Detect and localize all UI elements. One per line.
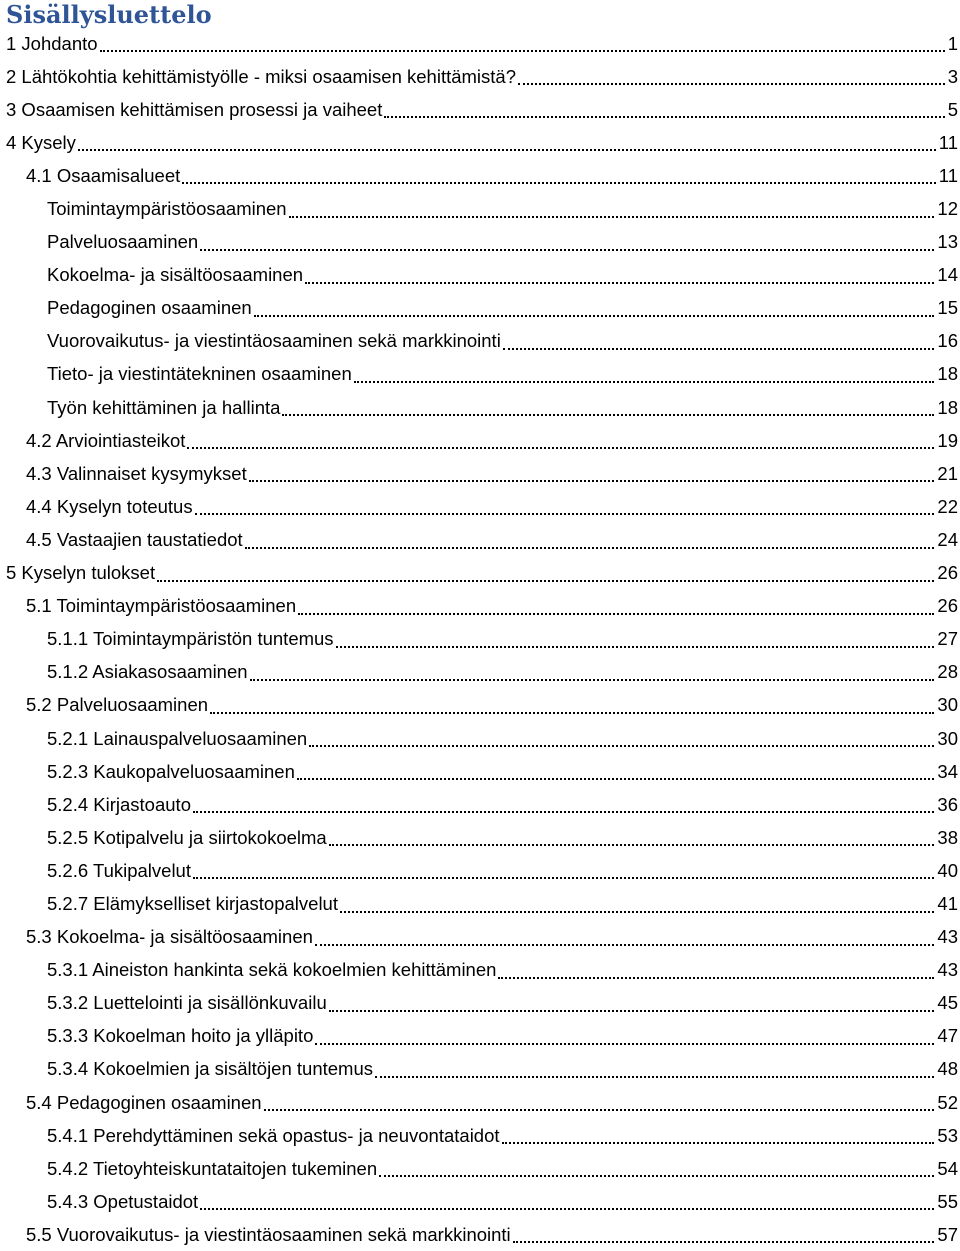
dot-leader <box>200 1208 934 1210</box>
toc-entry-label: 5.3.3 Kokoelman hoito ja ylläpito <box>47 1025 314 1047</box>
toc-entry[interactable] <box>6 1020 960 1053</box>
toc-list <box>6 27 960 1251</box>
toc-title: Sisällysluettelo <box>6 0 212 29</box>
toc-entry[interactable] <box>6 259 960 292</box>
toc-entry[interactable] <box>6 60 960 93</box>
toc-entry[interactable] <box>6 755 960 788</box>
toc-entry-page-number: 30 <box>934 728 958 750</box>
toc-entry[interactable] <box>6 490 960 523</box>
dot-leader <box>502 1142 935 1144</box>
toc-entry-page-number: 22 <box>934 496 958 518</box>
toc-entry-label: 5.1.1 Toimintaympäristön tuntemus <box>47 628 334 650</box>
dot-leader <box>100 50 945 52</box>
dot-leader <box>297 778 935 780</box>
toc-entry-page-number: 30 <box>934 694 958 716</box>
toc-entry-page-number: 26 <box>934 562 958 584</box>
toc-entry-label: 5.4.3 Opetustaidot <box>47 1190 199 1212</box>
toc-entry[interactable] <box>6 126 960 159</box>
dot-leader <box>379 1175 934 1177</box>
dot-leader <box>193 811 934 813</box>
toc-entry-label: 5 Kyselyn tulokset <box>6 562 156 584</box>
toc-entry[interactable] <box>6 1152 960 1185</box>
toc-entry[interactable] <box>6 887 960 920</box>
toc-entry-label: 4.5 Vastaajien taustatiedot <box>26 528 243 550</box>
dot-leader <box>264 1109 935 1111</box>
dot-leader <box>187 447 934 449</box>
toc-entry-page-number: 1 <box>945 33 958 55</box>
toc-entry-label: 2 Lähtökohtia kehittämistyölle - miksi osaamisen kehittämistä? <box>6 65 517 87</box>
toc-entry[interactable] <box>6 159 960 192</box>
toc-entry-page-number: 14 <box>934 264 958 286</box>
toc-entry-page-number: 19 <box>934 430 958 452</box>
toc-entry[interactable] <box>6 821 960 854</box>
toc-entry-page-number: 11 <box>936 165 958 187</box>
toc-entry-page-number: 12 <box>934 198 958 220</box>
toc-entry-label: 5.2.3 Kaukopalveluosaaminen <box>47 760 295 782</box>
dot-leader <box>340 911 934 913</box>
toc-entry[interactable] <box>6 623 960 656</box>
dot-leader <box>503 348 935 350</box>
toc-entry-label: Työn kehittäminen ja hallinta <box>47 396 281 418</box>
toc-entry-page-number: 11 <box>936 132 958 154</box>
toc-entry-page-number: 13 <box>934 231 958 253</box>
toc-entry-page-number: 53 <box>934 1125 958 1147</box>
toc-entry-label: 1 Johdanto <box>6 32 98 54</box>
dot-leader <box>315 1043 934 1045</box>
dot-leader <box>254 315 935 317</box>
toc-entry-page-number: 43 <box>934 959 958 981</box>
toc-entry-page-number: 55 <box>934 1191 958 1213</box>
toc-entry[interactable] <box>6 1218 960 1251</box>
dot-leader <box>329 844 935 846</box>
toc-entry-page-number: 40 <box>934 860 958 882</box>
toc-entry[interactable] <box>6 325 960 358</box>
toc-entry[interactable] <box>6 292 960 325</box>
dot-leader <box>329 1010 935 1012</box>
toc-entry-label: Vuorovaikutus- ja viestintäosaaminen sekä markkinointi <box>47 330 501 352</box>
toc-entry-label: Toimintaympäristöosaaminen <box>47 198 287 220</box>
toc-entry-page-number: 3 <box>945 66 958 88</box>
toc-entry[interactable] <box>6 358 960 391</box>
dot-leader <box>78 149 936 151</box>
toc-entry-page-number: 26 <box>934 595 958 617</box>
toc-entry-label: 5.2 Palveluosaaminen <box>26 694 209 716</box>
toc-entry-label: 5.2.1 Lainauspalveluosaaminen <box>47 727 308 749</box>
dot-leader <box>210 712 934 714</box>
toc-entry-page-number: 18 <box>934 363 958 385</box>
toc-entry-label: Pedagoginen osaaminen <box>47 297 252 319</box>
toc-entry-page-number: 28 <box>934 661 958 683</box>
toc-entry-page-number: 24 <box>934 529 958 551</box>
toc-entry-page-number: 52 <box>934 1092 958 1114</box>
toc-entry-label: 5.3.4 Kokoelmien ja sisältöjen tuntemus <box>47 1058 373 1080</box>
dot-leader <box>498 977 934 979</box>
dot-leader <box>513 1241 935 1243</box>
toc-entry[interactable] <box>6 27 960 60</box>
toc-entry[interactable] <box>6 226 960 259</box>
toc-entry-page-number: 36 <box>934 794 958 816</box>
toc-entry-page-number: 16 <box>934 330 958 352</box>
dot-leader <box>298 613 934 615</box>
toc-entry[interactable] <box>6 93 960 126</box>
toc-entry-page-number: 38 <box>934 827 958 849</box>
toc-entry[interactable] <box>6 854 960 887</box>
toc-entry-label: 5.2.6 Tukipalvelut <box>47 859 191 881</box>
dot-leader <box>354 381 935 383</box>
toc-entry[interactable] <box>6 722 960 755</box>
toc-entry-page-number: 47 <box>934 1025 958 1047</box>
dot-leader <box>250 679 935 681</box>
toc-entry-page-number: 15 <box>934 297 958 319</box>
dot-leader <box>518 83 945 85</box>
toc-entry-label: 4.1 Osaamisalueet <box>26 164 181 186</box>
toc-entry-label: 4 Kysely <box>6 131 76 153</box>
toc-entry-label: Tieto- ja viestintätekninen osaaminen <box>47 363 352 385</box>
toc-entry[interactable] <box>6 457 960 490</box>
toc-entry[interactable] <box>6 391 960 424</box>
toc-entry[interactable] <box>6 656 960 689</box>
toc-entry[interactable] <box>6 1053 960 1086</box>
dot-leader <box>249 480 935 482</box>
dot-leader <box>193 877 934 879</box>
toc-entry-label: 5.2.4 Kirjastoauto <box>47 793 191 815</box>
dot-leader <box>245 547 935 549</box>
toc-entry-label: 4.4 Kyselyn toteutus <box>26 495 193 517</box>
toc-entry-page-number: 57 <box>934 1224 958 1246</box>
toc-entry-label: Kokoelma- ja sisältöosaaminen <box>47 264 304 286</box>
dot-leader <box>182 182 936 184</box>
toc-entry-label: Palveluosaaminen <box>47 231 199 253</box>
toc-entry-label: 3 Osaamisen kehittämisen prosessi ja vaiheet <box>6 98 383 120</box>
toc-entry[interactable] <box>6 954 960 987</box>
toc-entry-label: 5.3.2 Luettelointi ja sisällönkuvailu <box>47 992 327 1014</box>
dot-leader <box>157 580 934 582</box>
toc-entry-page-number: 21 <box>934 463 958 485</box>
dot-leader <box>309 745 934 747</box>
toc-entry[interactable] <box>6 1185 960 1218</box>
toc-entry-page-number: 54 <box>934 1158 958 1180</box>
toc-entry-label: 5.3 Kokoelma- ja sisältöosaaminen <box>26 926 313 948</box>
dot-leader <box>336 646 935 648</box>
dot-leader <box>305 282 934 284</box>
toc-entry-label: 5.2.7 Elämykselliset kirjastopalvelut <box>47 892 338 914</box>
toc-entry-label: 5.1.2 Asiakasosaaminen <box>47 661 248 683</box>
dot-leader <box>200 249 934 251</box>
toc-entry[interactable] <box>6 424 960 457</box>
toc-entry-label: 4.2 Arviointiasteikot <box>26 429 186 451</box>
toc-entry[interactable] <box>6 689 960 722</box>
toc-entry-page-number: 27 <box>934 628 958 650</box>
toc-entry-label: 5.4.2 Tietoyhteiskuntataitojen tukeminen <box>47 1157 378 1179</box>
toc-entry[interactable] <box>6 1086 960 1119</box>
toc-entry[interactable] <box>6 788 960 821</box>
dot-leader <box>375 1076 934 1078</box>
toc-entry-label: 5.4.1 Perehdyttäminen sekä opastus- ja neuvontataidot <box>47 1124 500 1146</box>
toc-entry-label: 5.4 Pedagoginen osaaminen <box>26 1091 262 1113</box>
dot-leader <box>289 216 935 218</box>
toc-entry-page-number: 18 <box>934 397 958 419</box>
toc-entry-page-number: 34 <box>934 761 958 783</box>
toc-entry-label: 5.3.1 Aineiston hankinta sekä kokoelmien kehittäminen <box>47 959 497 981</box>
toc-entry-page-number: 45 <box>934 992 958 1014</box>
toc-entry[interactable] <box>6 987 960 1020</box>
dot-leader <box>195 513 935 515</box>
toc-entry[interactable] <box>6 192 960 225</box>
toc-entry-page-number: 5 <box>945 99 958 121</box>
toc-entry[interactable] <box>6 590 960 623</box>
toc-entry-page-number: 48 <box>934 1058 958 1080</box>
toc-entry-page-number: 41 <box>934 893 958 915</box>
toc-entry-label: 5.2.5 Kotipalvelu ja siirtokokoelma <box>47 826 327 848</box>
toc-entry-label: 4.3 Valinnaiset kysymykset <box>26 462 247 484</box>
toc-entry[interactable] <box>6 557 960 590</box>
toc-entry-page-number: 43 <box>934 926 958 948</box>
dot-leader <box>282 414 934 416</box>
toc-entry-label: 5.1 Toimintaympäristöosaaminen <box>26 595 297 617</box>
toc-entry[interactable] <box>6 921 960 954</box>
toc-entry-label: 5.5 Vuorovaikutus- ja viestintäosaaminen sekä markkinointi <box>26 1223 511 1245</box>
dot-leader <box>315 944 935 946</box>
dot-leader <box>384 116 944 118</box>
toc-entry[interactable] <box>6 1119 960 1152</box>
toc-entry[interactable] <box>6 523 960 556</box>
